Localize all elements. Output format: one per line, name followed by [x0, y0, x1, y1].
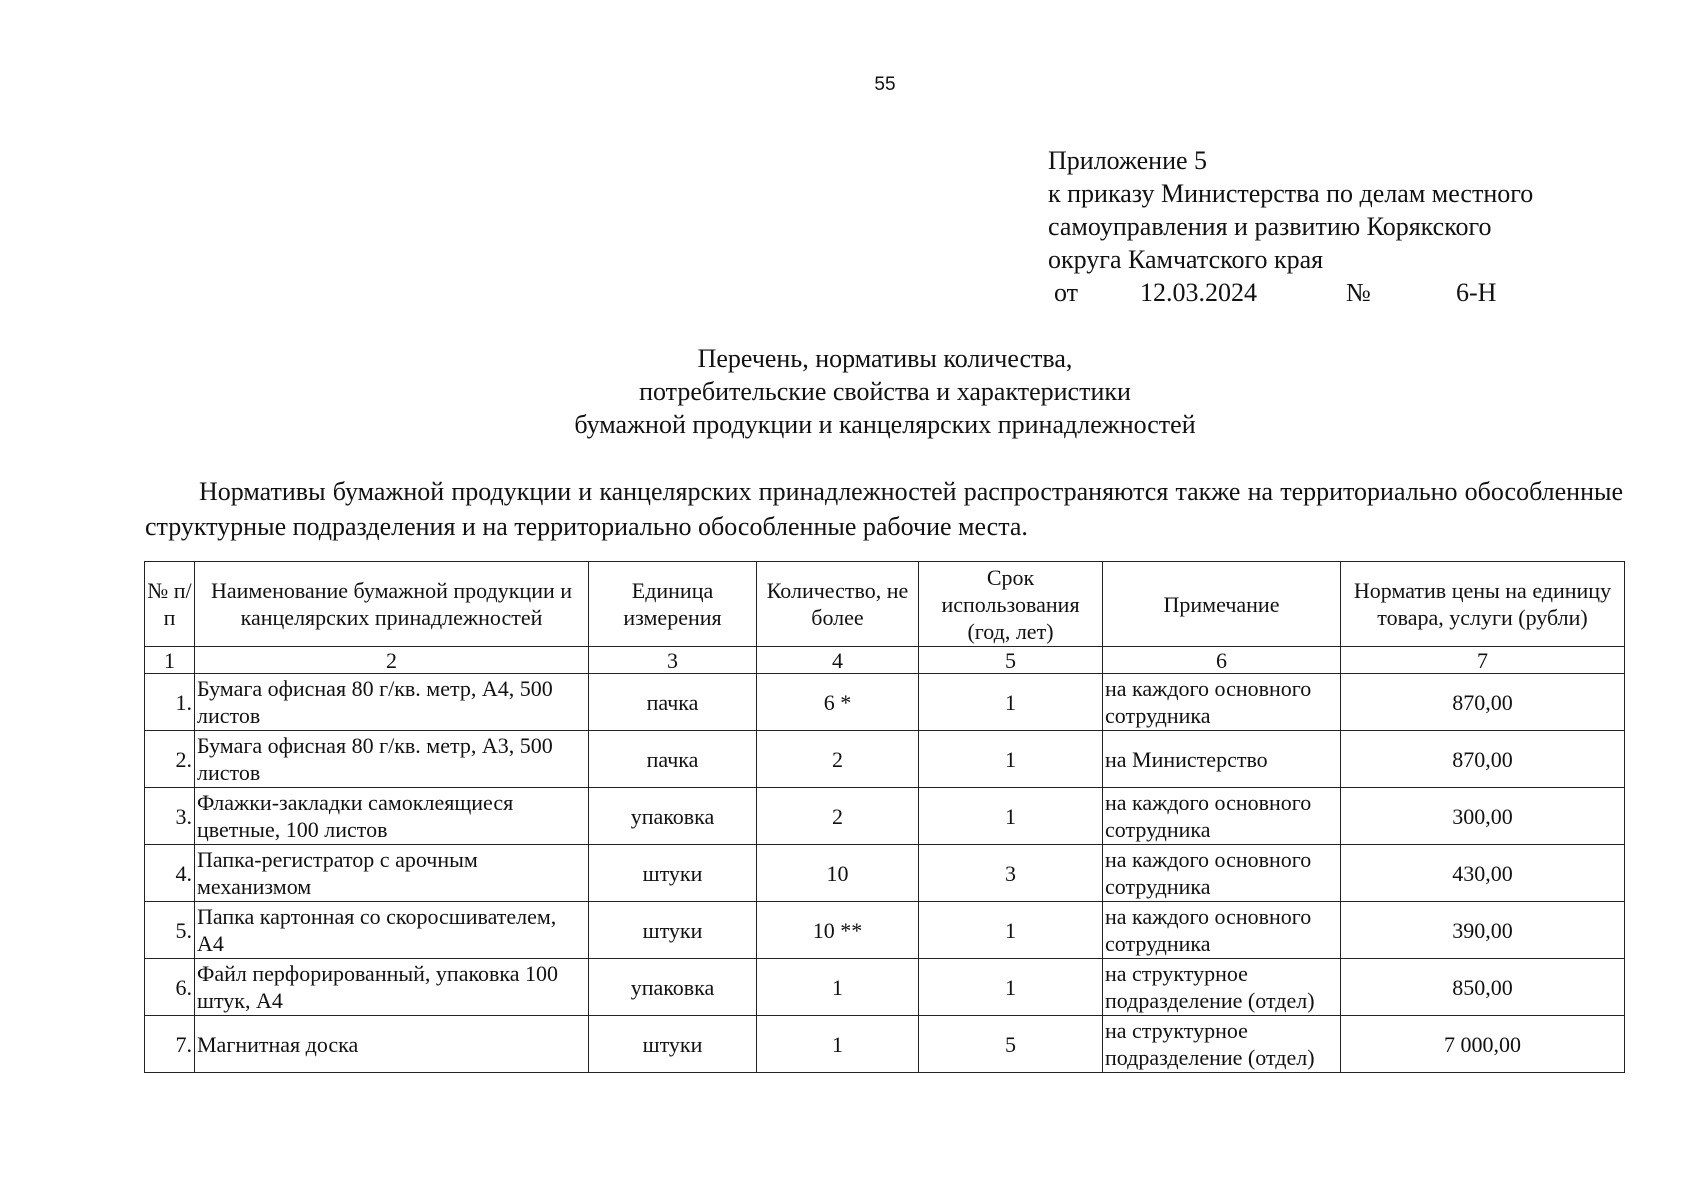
column-number: 1 [145, 647, 195, 674]
row-quantity: 2 [757, 731, 919, 788]
row-index: 6. [145, 959, 195, 1016]
row-note: на каждого основного сотрудника [1103, 845, 1341, 902]
title-line: бумажной продукции и канцелярских принадлежностей [574, 410, 1196, 439]
column-number: 3 [589, 647, 757, 674]
header-price: Норматив цены на единицу товара, услуги (рубли) [1341, 562, 1625, 647]
row-term: 1 [919, 788, 1103, 845]
page-number: 55 [874, 74, 896, 95]
row-index: 5. [145, 902, 195, 959]
header-term: Срок использования (год, лет) [919, 562, 1103, 647]
row-name: Бумага офисная 80 г/кв. метр, А3, 500 листов [195, 731, 589, 788]
row-name: Папка-регистратор с арочным механизмом [195, 845, 589, 902]
row-price: 390,00 [1341, 902, 1625, 959]
row-quantity: 1 [757, 959, 919, 1016]
row-unit: штуки [589, 1016, 757, 1073]
row-index: 1. [145, 674, 195, 731]
row-note: на Министерство [1103, 731, 1341, 788]
row-quantity: 2 [757, 788, 919, 845]
row-index: 7. [145, 1016, 195, 1073]
row-note: на каждого основного сотрудника [1103, 788, 1341, 845]
row-price: 870,00 [1341, 731, 1625, 788]
table-header-row [145, 562, 1625, 647]
row-price: 300,00 [1341, 788, 1625, 845]
order-date: 12.03.2024 [1140, 278, 1257, 307]
row-quantity: 6 * [757, 674, 919, 731]
appendix-line: округа Камчатского края [1048, 245, 1324, 274]
row-note: на структурное подразделение (отдел) [1103, 959, 1341, 1016]
row-price: 870,00 [1341, 674, 1625, 731]
row-unit: упаковка [589, 788, 757, 845]
row-price: 430,00 [1341, 845, 1625, 902]
header-name: Наименование бумажной продукции и канцелярских принадлежностей [195, 562, 589, 647]
row-note: на каждого основного сотрудника [1103, 674, 1341, 731]
document-title [0, 342, 1697, 441]
appendix-line: к приказу Министерства по делам местного [1048, 179, 1534, 208]
table-row [145, 731, 1625, 788]
appendix-block [1048, 144, 1533, 309]
table-row [145, 1016, 1625, 1073]
row-price: 850,00 [1341, 959, 1625, 1016]
header-quantity: Количество, не более [757, 562, 919, 647]
row-name: Флажки-закладки самоклеящиеся цветные, 100 листов [195, 788, 589, 845]
column-number: 4 [757, 647, 919, 674]
number-label: № [1346, 278, 1371, 307]
row-unit: штуки [589, 845, 757, 902]
column-number: 2 [195, 647, 589, 674]
column-number: 5 [919, 647, 1103, 674]
column-number-row [145, 647, 1625, 674]
row-index: 3. [145, 788, 195, 845]
table-row [145, 674, 1625, 731]
order-reference [1048, 276, 1533, 309]
row-price: 7 000,00 [1341, 1016, 1625, 1073]
norms-table [144, 561, 1625, 1073]
row-note: на структурное подразделение (отдел) [1103, 1016, 1341, 1073]
from-label: от [1054, 278, 1079, 307]
row-name: Файл перфорированный, упаковка 100 штук, А4 [195, 959, 589, 1016]
row-name: Магнитная доска [195, 1016, 589, 1073]
row-quantity: 10 ** [757, 902, 919, 959]
table-row [145, 788, 1625, 845]
column-number: 6 [1103, 647, 1341, 674]
intro-paragraph: Нормативы бумажной продукции и канцелярских принадлежностей распространяются также на территориально обособленные структурные подразделения и на территориально обособленные рабочие места. [145, 477, 1623, 541]
header-note: Примечание [1103, 562, 1341, 647]
row-unit: упаковка [589, 959, 757, 1016]
row-quantity: 1 [757, 1016, 919, 1073]
row-note: на каждого основного сотрудника [1103, 902, 1341, 959]
row-index: 2. [145, 731, 195, 788]
appendix-line: Приложение 5 [1048, 146, 1208, 175]
row-term: 1 [919, 674, 1103, 731]
row-unit: пачка [589, 674, 757, 731]
row-name: Бумага офисная 80 г/кв. метр, А4, 500 листов [195, 674, 589, 731]
row-term: 1 [919, 731, 1103, 788]
title-line: Перечень, нормативы количества, [697, 344, 1073, 373]
row-unit: пачка [589, 731, 757, 788]
header-index: № п/п [145, 562, 195, 647]
row-term: 5 [919, 1016, 1103, 1073]
row-term: 3 [919, 845, 1103, 902]
row-index: 4. [145, 845, 195, 902]
column-number: 7 [1341, 647, 1625, 674]
header-unit: Единица измерения [589, 562, 757, 647]
row-term: 1 [919, 959, 1103, 1016]
row-unit: штуки [589, 902, 757, 959]
order-number: 6-Н [1456, 278, 1497, 307]
title-line: потребительские свойства и характеристики [639, 377, 1131, 406]
table-row [145, 845, 1625, 902]
table-row [145, 959, 1625, 1016]
appendix-line: самоуправления и развитию Корякского [1048, 212, 1492, 241]
row-name: Папка картонная со скоросшивателем, А4 [195, 902, 589, 959]
row-quantity: 10 [757, 845, 919, 902]
table-row [145, 902, 1625, 959]
row-term: 1 [919, 902, 1103, 959]
